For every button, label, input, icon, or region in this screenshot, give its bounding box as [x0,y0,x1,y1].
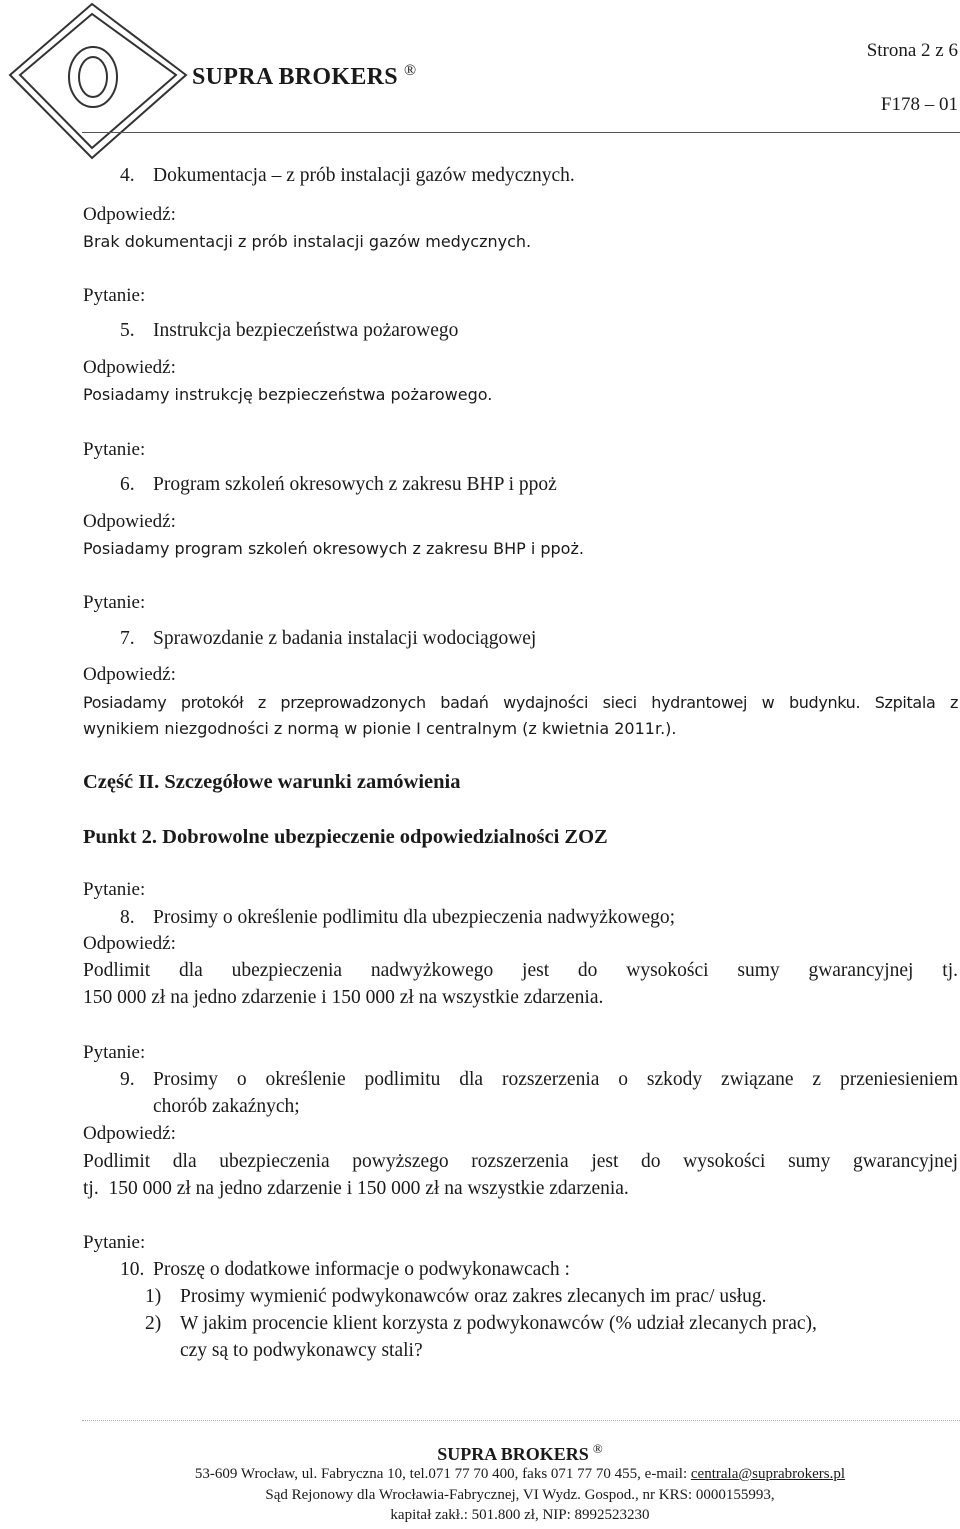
question-number: 6. [120,474,135,495]
answer-label: Odpowiedź: [83,664,176,685]
question-text: Proszę o dodatkowe informacje o podwykonawcach : [153,1259,570,1280]
answer-text: Posiadamy instrukcję bezpieczeństwa pożarowego. [83,385,493,404]
question-label: Pytanie: [83,1042,146,1063]
footer-address: 53-609 Wrocław, ul. Fabryczna 10, tel.071 77 70 400, faks 071 77 70 455, e-mail: centrala@suprabrokers.pl [194,1466,846,1482]
registered-mark: ® [592,1441,603,1456]
question-number: 7. [120,628,135,649]
question-number: 5. [120,320,135,341]
footer-divider [82,1420,960,1421]
question-label: Pytanie: [83,285,146,306]
point-heading: Punkt 2. Dobrowolne ubezpieczenie odpowiedzialności ZOZ [83,826,608,848]
answer-label: Odpowiedź: [83,511,176,532]
question-text: Prosimy o określenie podlimitu dla ubezpieczenia nadwyżkowego; [153,907,676,928]
subitem-text: czy są to podwykonawcy stali? [180,1340,423,1361]
form-code: F178 – 01 [880,94,958,115]
subitem-text: Prosimy wymienić podwykonawców oraz zakres zlecanych im prac/ usług. [180,1286,767,1307]
footer-capital: kapitał zakł.: 501.800 zł, NIP: 8992523230 [390,1507,650,1523]
question-label: Pytanie: [83,592,146,613]
answer-label: Odpowiedź: [83,1123,176,1144]
question-label: Pytanie: [83,879,146,900]
question-label: Pytanie: [83,439,146,460]
header-divider [82,132,960,133]
answer-label: Odpowiedź: [83,933,176,954]
question-text: Program szkoleń okresowych z zakresu BHP i ppoż [153,474,557,495]
registered-mark: ® [403,62,417,79]
company-logo [0,0,192,165]
question-number: 9. [120,1069,135,1090]
subitem-number: 1) [145,1286,162,1307]
answer-label: Odpowiedź: [83,357,176,378]
subitem-text: W jakim procencie klient korzysta z podwykonawców (% udział zlecanych prac), [180,1313,817,1334]
subitem-number: 2) [145,1313,162,1334]
answer-text: Podlimit dla ubezpieczenia powyższego rozszerzenia jest do wysokości sumy gwarancyjnej [83,1151,958,1172]
footer-court: Sąd Rejonowy dla Wrocławia-Fabrycznej, VI Wydz. Gospod., nr KRS: 0000155993, [265,1487,775,1503]
answer-text: Posiadamy program szkoleń okresowych z zakresu BHP i ppoż. [83,539,584,558]
answer-text: Podlimit dla ubezpieczenia nadwyżkowego jest do wysokości sumy gwarancyjnej tj. [83,960,958,981]
question-number: 10. [120,1259,145,1280]
answer-label: Odpowiedź: [83,204,176,225]
question-label: Pytanie: [83,1232,146,1253]
question-text: Sprawozdanie z badania instalacji wodociągowej [153,628,537,649]
question-text: Prosimy o określenie podlimitu dla rozszerzenia o szkody związane z przeniesieniem [153,1069,958,1090]
answer-text: Brak dokumentacji z prób instalacji gazów medycznych. [83,232,532,251]
answer-text: tj. 150 000 zł na jedno zdarzenie i 150 000 zł na wszystkie zdarzenia. [83,1178,629,1199]
answer-text: 150 000 zł na jedno zdarzenie i 150 000 zł na wszystkie zdarzenia. [83,987,604,1008]
question-number: 8. [120,907,135,928]
question-text: Instrukcja bezpieczeństwa pożarowego [153,320,459,341]
question-number: 4. [120,165,135,186]
section-heading: Część II. Szczegółowe warunki zamówienia [83,771,461,793]
answer-text: Posiadamy protokół z przeprowadzonych badań wydajności sieci hydrantowej w budynku. Szpitala z [83,693,958,712]
footer-brand: SUPRA BROKERS ® [437,1441,603,1464]
question-text: chorób zakaźnych; [153,1096,300,1117]
answer-text: wynikiem niezgodności z normą w pionie I centralnym (z kwietnia 2011r.). [83,719,677,738]
question-text: Dokumentacja – z prób instalacji gazów medycznych. [153,165,575,186]
page-number: Strona 2 z 6 [866,40,958,61]
footer-email-link[interactable]: centrala@suprabrokers.pl [690,1466,846,1482]
header-brand: SUPRA BROKERS ® [192,62,417,90]
